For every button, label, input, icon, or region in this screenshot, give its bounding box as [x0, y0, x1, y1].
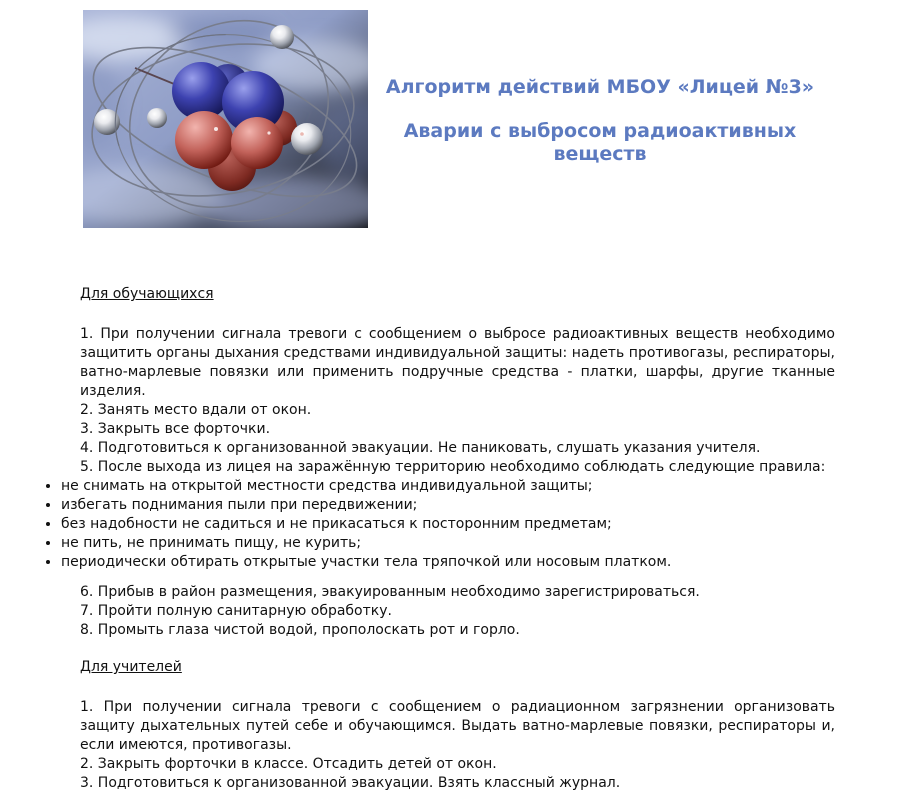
numbered-item-7: 7. Пройти полную санитарную обработку.	[80, 603, 392, 619]
numbered-item-2: 2. Закрыть форточки в классе. Отсадить детей от окон.	[80, 756, 497, 772]
electron-sphere	[270, 25, 294, 49]
numbered-item-8: 8. Промыть глаза чистой водой, прополоскать рот и горло.	[80, 622, 520, 638]
students-section-heading: Для обучающихся	[80, 286, 214, 302]
students-numbered-list	[80, 325, 835, 477]
numbered-item-2: 2. Занять место вдали от окон.	[80, 402, 312, 418]
page-subtitle: Аварии с выбросом радиоактивных веществ	[403, 120, 797, 165]
numbered-item-6: 6. Прибыв в район размещения, эвакуированным необходимо зарегистрироваться.	[80, 584, 700, 600]
numbered-item-4: 4. Подготовиться к организованной эвакуации. Не паниковать, слушать указания учителя.	[80, 440, 761, 456]
document-body	[61, 285, 835, 793]
page-title: Алгоритм действий МБОУ «Лицей №3»	[385, 76, 815, 98]
teachers-numbered-list	[80, 698, 835, 793]
teachers-section-heading: Для учителей	[80, 659, 182, 675]
document-title-block	[365, 76, 835, 166]
list-item: • периодически обтирать открытые участки тела тряпочкой или носовым платком.	[61, 553, 835, 572]
numbered-item-1: 1. При получении сигнала тревоги с сообщением о выбросе радиоактивных веществ необходимо защитить органы дыхания средствами индивидуальной защиты: надеть противогазы, респираторы, ватно-марлевые повязки или применить подручные средства - платки, шарфы, другие тканные изделия.	[80, 326, 835, 399]
list-item: • без надобности не садиться и не прикасаться к посторонним предметам;	[61, 515, 835, 534]
list-item: • не снимать на открытой местности средства индивидуальной защиты;	[61, 477, 835, 496]
numbered-item-3: 3. Закрыть все форточки.	[80, 421, 271, 437]
students-numbered-list-continued	[80, 583, 835, 640]
list-item: • не пить, не принимать пищу, не курить;	[61, 534, 835, 553]
numbered-item-5: 5. После выхода из лицея на заражённую территорию необходимо соблюдать следующие правила:	[80, 459, 826, 475]
list-item: • избегать поднимания пыли при передвижении;	[61, 496, 835, 515]
numbered-item-3: 3. Подготовиться к организованной эвакуации. Взять классный журнал.	[80, 775, 621, 791]
rules-bullet-list	[44, 477, 835, 572]
atom-illustration	[83, 10, 368, 228]
numbered-item-1: 1. При получении сигнала тревоги с сообщением о радиационном загрязнении организовать защиту дыхательных путей себе и обучающимся. Выдать ватно-марлевые повязки, респираторы и, если имеются, противогазы.	[80, 699, 835, 753]
document-header	[0, 0, 921, 285]
